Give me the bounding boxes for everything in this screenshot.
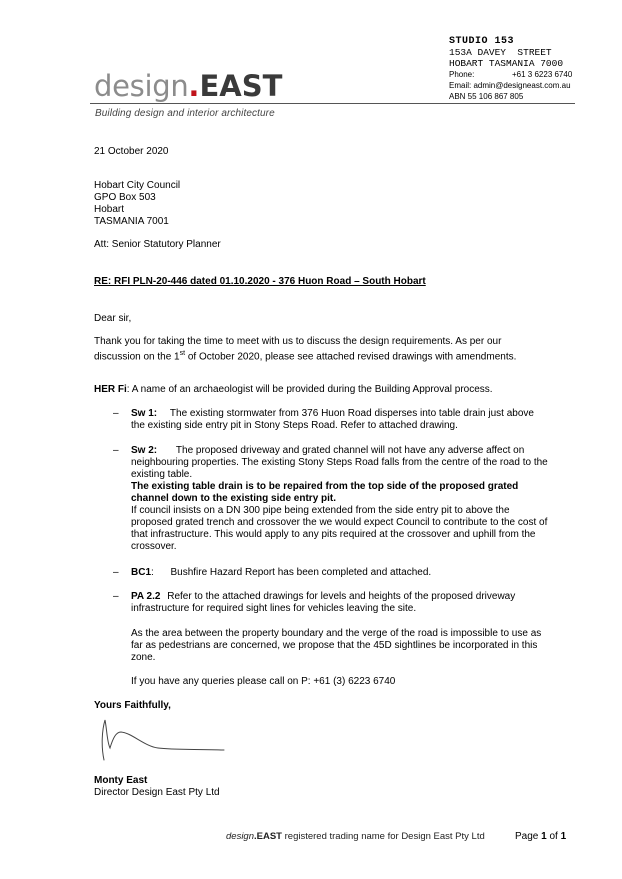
studio-name: STUDIO 153: [449, 36, 515, 47]
studio-street: 153A DAVEY STREET: [449, 47, 552, 58]
pa22-label: PA 2.2: [131, 591, 161, 602]
bc1-item: [131, 567, 431, 579]
pa22-text-line: infrastructure for required sight lines for vehicles leaving the site.: [131, 603, 417, 614]
sw1-text-line: the existing side entry pit in Stony Steps Road. Refer to attached drawing.: [131, 420, 458, 431]
studio-abn: ABN 55 106 867 805: [449, 92, 524, 101]
studio-phone-label: Phone:: [449, 70, 475, 79]
sw2-bold-line: The existing table drain is to be repaired from the top side of the proposed grated: [131, 481, 519, 492]
bullet-dash: –: [113, 591, 119, 602]
sw1-label: Sw 1:: [131, 408, 158, 419]
intro-text: of October 2020, please see attached revised drawings with amendments.: [185, 351, 517, 363]
her-fi-label: HER Fi: [94, 384, 127, 395]
page-current: 1: [541, 831, 547, 842]
sw2-paragraph-line: that infrastructure. This would apply to any pits required at the crossover and uphill from the: [131, 529, 536, 540]
bc1-text: : Bushfire Hazard Report has been completed and attached.: [151, 567, 432, 578]
sw2-paragraph-line: crossover.: [131, 541, 177, 552]
logo-dot: .: [188, 69, 200, 103]
sw2-paragraph-line: If council insists on a DN 300 pipe being extended from the side entry pit to above the: [131, 505, 510, 516]
bullet-dash: –: [113, 408, 119, 419]
page-of: of: [546, 831, 561, 842]
logo-east-text: EAST: [199, 69, 283, 103]
sw2-text-line: existing table.: [131, 469, 193, 480]
recipient-line: TASMANIA 7001: [94, 216, 169, 227]
pa22-paragraph-line: zone.: [131, 652, 156, 663]
intro-paragraph-line: [94, 348, 516, 363]
sw2-item: [131, 445, 524, 457]
bc1-label: BC1: [131, 567, 152, 578]
bullet-dash: –: [113, 567, 119, 578]
studio-phone-row: [449, 69, 614, 80]
handwritten-signature: [92, 716, 232, 764]
sw1-item: [131, 408, 534, 420]
footer-brand-east: .EAST: [254, 831, 282, 842]
sw2-bold-line: channel down to the existing side entry pit.: [131, 493, 337, 504]
studio-phone: +61 3 6223 6740: [512, 70, 573, 79]
studio-contact-block: [449, 36, 614, 102]
salutation: Dear sir,: [94, 313, 132, 324]
sw2-text: The proposed driveway and grated channel will not have any adverse affect on: [175, 445, 525, 456]
intro-text: discussion on the 1: [94, 351, 180, 363]
intro-superscript: st: [179, 350, 186, 357]
header-divider: [90, 103, 575, 104]
recipient-line: GPO Box 503: [94, 192, 156, 203]
bullet-dash: –: [113, 445, 119, 456]
intro-paragraph-line: Thank you for taking the time to meet with us to discuss the design requirements. As per our: [94, 336, 502, 347]
page-total: 1: [560, 831, 567, 842]
signer-name: Monty East: [94, 775, 148, 786]
queries-line: If you have any queries please call on P: +61 (3) 6223 6740: [131, 676, 396, 687]
footer-text: registered trading name for Design East Pty Ltd: [281, 831, 485, 842]
letter-date: 21 October 2020: [94, 146, 169, 157]
pa22-text: Refer to the attached drawings for levels and heights of the proposed driveway: [167, 591, 516, 602]
recipient-line: Hobart: [94, 204, 125, 215]
studio-city: HOBART TASMANIA 7000: [449, 58, 564, 69]
attention-line: Att: Senior Statutory Planner: [94, 239, 221, 250]
recipient-line: Hobart City Council: [94, 180, 181, 191]
logo-design-text: design: [94, 69, 189, 103]
subject-line: RE: RFI PLN-20-446 dated 01.10.2020 - 376 Huon Road – South Hobart: [94, 276, 426, 287]
pa22-paragraph-line: As the area between the property boundary and the verge of the road is impossible to use as: [131, 628, 542, 639]
her-fi-item: [94, 384, 493, 396]
signer-title: Director Design East Pty Ltd: [94, 787, 220, 798]
sw2-paragraph-line: proposed grated trench and crossover the we would expect Council to contribute to the cost of: [131, 517, 548, 528]
page-number: [515, 831, 566, 842]
studio-email: Email: admin@designeast.com.au: [449, 81, 571, 90]
pa22-item: [131, 591, 515, 603]
pa22-paragraph-line: far as pedestrians are concerned, we propose that the 45D sightlines be incorporated in this: [131, 640, 538, 651]
sw1-text: The existing stormwater from 376 Huon Road disperses into table drain just above: [169, 408, 534, 419]
footer-brand-design: design: [226, 831, 254, 842]
logo-tagline: Building design and interior architecture: [95, 108, 275, 119]
footer-trading-name: [226, 831, 485, 842]
sw2-label: Sw 2:: [131, 445, 158, 456]
company-logo: [94, 68, 282, 104]
sw2-text-line: neighbouring properties. The existing Stony Steps Road falls from the centre of the road to the: [131, 457, 548, 468]
closing: Yours Faithfully,: [94, 700, 171, 711]
her-fi-text: : A name of an archaeologist will be provided during the Building Approval process.: [126, 384, 493, 395]
page-prefix: Page: [515, 831, 542, 842]
